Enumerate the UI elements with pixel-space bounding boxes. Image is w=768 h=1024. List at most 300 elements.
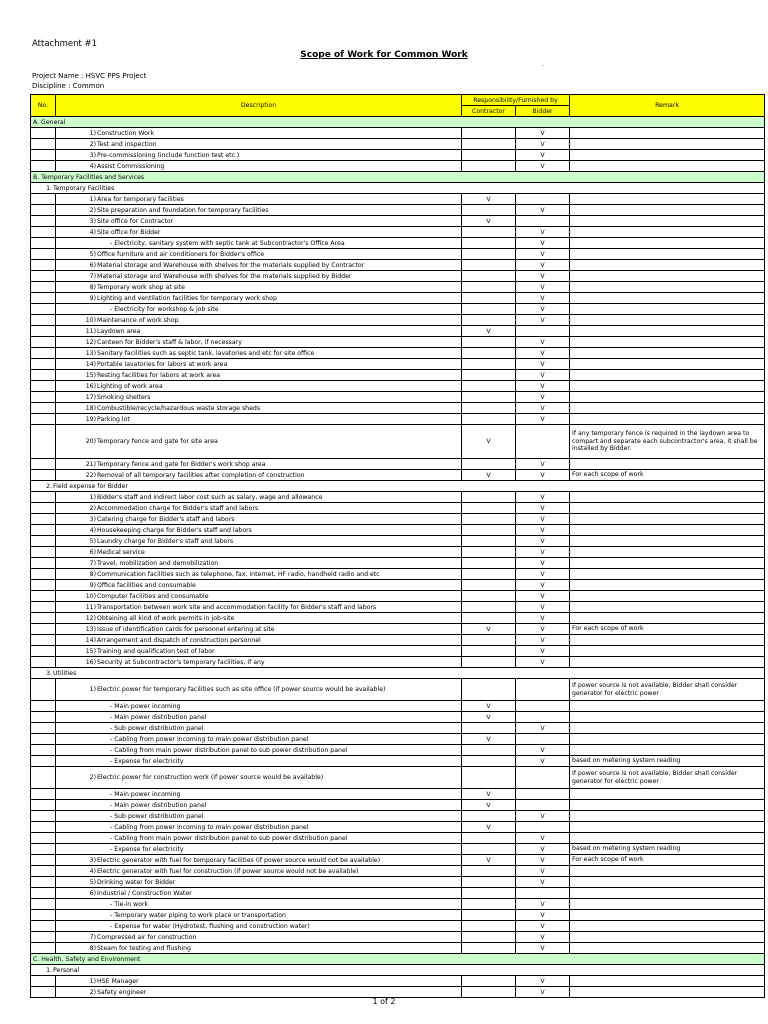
description-cell <box>56 227 462 238</box>
item-number: 12) <box>85 338 96 346</box>
table-row <box>31 701 765 712</box>
item-number: 11) <box>85 603 96 611</box>
bidder-check: V <box>516 558 570 569</box>
description-cell <box>56 381 462 392</box>
contractor-check <box>462 932 516 943</box>
bidder-check: V <box>516 987 570 998</box>
item-description: Test and inspection <box>97 140 157 148</box>
item-number: 16) <box>85 658 96 666</box>
description-cell <box>56 514 462 525</box>
contractor-check <box>462 315 516 326</box>
contractor-check <box>462 271 516 282</box>
contractor-check: V <box>462 822 516 833</box>
bidder-check: V <box>516 304 570 315</box>
item-number: 8) <box>89 944 96 952</box>
remark-cell <box>570 161 765 172</box>
description-cell <box>56 558 462 569</box>
table-row <box>31 536 765 547</box>
remark-cell <box>570 238 765 249</box>
item-number: 2) <box>89 140 96 148</box>
contractor-check <box>462 976 516 987</box>
contractor-check: V <box>462 789 516 800</box>
no-cell <box>31 359 56 370</box>
no-cell <box>31 150 56 161</box>
no-cell <box>31 547 56 558</box>
contractor-check <box>462 381 516 392</box>
contractor-check <box>462 987 516 998</box>
section-heading: C. Health, Safety and Environment <box>31 954 765 965</box>
contractor-check: V <box>462 855 516 866</box>
table-row <box>31 866 765 877</box>
table-row <box>31 117 765 128</box>
no-cell <box>31 899 56 910</box>
description-cell <box>56 789 462 800</box>
contractor-check: V <box>462 624 516 635</box>
remark-cell <box>570 525 765 536</box>
item-number: 1) <box>89 686 96 693</box>
contractor-check <box>462 888 516 899</box>
contractor-check <box>462 756 516 767</box>
bidder-check: V <box>516 370 570 381</box>
item-description: Bidder's staff and indirect labor cost such as salary, wage and allowance <box>97 493 323 501</box>
col-description: Description <box>56 95 462 117</box>
item-description: Removal of all temporary facilities after completion of construction <box>97 471 305 479</box>
table-row <box>31 800 765 811</box>
item-description: Site office for Contractor <box>97 217 174 225</box>
bidder-check: V <box>516 392 570 403</box>
description-cell <box>56 976 462 987</box>
table-row <box>31 844 765 855</box>
remark-cell <box>570 315 765 326</box>
contractor-check <box>462 943 516 954</box>
description-cell <box>56 844 462 855</box>
no-cell <box>31 811 56 822</box>
contractor-check <box>462 503 516 514</box>
contractor-check <box>462 370 516 381</box>
table-row <box>31 932 765 943</box>
no-cell <box>31 459 56 470</box>
remark-cell: based on metering system reading <box>570 756 765 767</box>
no-cell <box>31 470 56 481</box>
item-description: Combustible/recycle/hazardous waste storage sheds <box>97 404 261 412</box>
table-row <box>31 602 765 613</box>
item-description: Assist Commissioning <box>97 162 165 170</box>
subsection-heading <box>31 668 765 679</box>
no-cell <box>31 646 56 657</box>
bidder-check: V <box>516 580 570 591</box>
remark-cell <box>570 888 765 899</box>
remark-cell <box>570 646 765 657</box>
remark-cell <box>570 833 765 844</box>
item-description: Electric power for construction work (if power source would be available) <box>97 774 324 781</box>
no-cell <box>31 293 56 304</box>
item-number: 8) <box>89 570 96 578</box>
description-cell <box>56 161 462 172</box>
no-cell <box>31 392 56 403</box>
contractor-check <box>462 249 516 260</box>
remark-cell <box>570 789 765 800</box>
remark-cell <box>570 613 765 624</box>
bidder-check <box>516 789 570 800</box>
table-row <box>31 613 765 624</box>
sub-item-description: - Tie-in work <box>110 900 149 908</box>
description-cell <box>56 205 462 216</box>
table-row <box>31 470 765 481</box>
contractor-check: V <box>462 712 516 723</box>
sub-item-description: - Expense for electricity <box>110 845 184 853</box>
item-number: 13) <box>85 625 96 633</box>
item-description: Canteen for Bidder's staff & labor, if necessary <box>97 338 242 346</box>
item-number: 18) <box>85 404 96 412</box>
item-number: 20) <box>85 438 96 445</box>
item-number: 2) <box>89 988 96 996</box>
item-description: Transportation between work site and accommodation facility for Bidder's staff and labors <box>97 603 377 611</box>
no-cell <box>31 503 56 514</box>
remark-cell <box>570 866 765 877</box>
no-cell <box>31 161 56 172</box>
description-cell <box>56 811 462 822</box>
bidder-check: V <box>516 271 570 282</box>
item-description: Electric generator with fuel for temporary facilities (if power source would not be available) <box>97 856 381 864</box>
no-cell <box>31 822 56 833</box>
no-cell <box>31 315 56 326</box>
contractor-check <box>462 128 516 139</box>
table-row <box>31 646 765 657</box>
subsection-number: 3. <box>46 669 52 677</box>
sub-item-description: - Cabling from main power distribution panel to sub power distribution panel <box>110 834 348 842</box>
no-cell <box>31 613 56 624</box>
subsection-number: 1. <box>46 184 52 192</box>
remark-cell <box>570 348 765 359</box>
table-row <box>31 888 765 899</box>
remark-cell <box>570 591 765 602</box>
item-number: 15) <box>85 647 96 655</box>
item-description: Maintenance of work shop <box>97 316 179 324</box>
no-cell <box>31 492 56 503</box>
remark-cell <box>570 503 765 514</box>
item-description: Sanitary facilities such as septic tank, lavatories and etc for site office <box>97 349 315 357</box>
no-cell <box>31 833 56 844</box>
table-row <box>31 822 765 833</box>
table-row <box>31 910 765 921</box>
remark-cell <box>570 976 765 987</box>
bidder-check: V <box>516 910 570 921</box>
table-row <box>31 282 765 293</box>
no-cell <box>31 227 56 238</box>
table-row <box>31 679 765 701</box>
remark-cell <box>570 150 765 161</box>
item-description: Drinking water for Bidder <box>97 878 176 886</box>
subsection-number: 1. <box>46 966 52 974</box>
item-number: 9) <box>89 294 96 302</box>
item-description: Material storage and Warehouse with shelves for the materials supplied by Bidder <box>97 272 352 280</box>
description-cell <box>56 249 462 260</box>
bidder-check: V <box>516 315 570 326</box>
description-cell <box>56 888 462 899</box>
bidder-check: V <box>516 591 570 602</box>
contractor-check <box>462 767 516 789</box>
table-row <box>31 954 765 965</box>
description-cell <box>56 987 462 998</box>
subsection-label: Field expense for Bidder <box>53 482 128 490</box>
item-number: 2) <box>89 206 96 214</box>
bidder-check: V <box>516 976 570 987</box>
item-number: 2) <box>89 504 96 512</box>
table-body <box>31 117 765 998</box>
no-cell <box>31 800 56 811</box>
subsection-heading <box>31 965 765 976</box>
description-cell <box>56 701 462 712</box>
remark-cell <box>570 745 765 756</box>
description-cell <box>56 525 462 536</box>
no-cell <box>31 723 56 734</box>
table-row <box>31 503 765 514</box>
sub-item-description: - Temporary water piping to work place or transportation <box>110 911 286 919</box>
no-cell <box>31 701 56 712</box>
description-cell <box>56 712 462 723</box>
table-row <box>31 304 765 315</box>
project-name: Project Name : HSVC PPS Project <box>32 72 147 80</box>
description-cell <box>56 470 462 481</box>
item-description: Temporary fence and gate for site area <box>97 438 218 445</box>
bidder-check <box>516 216 570 227</box>
sub-item-description: - Electricity for workshop & job site <box>110 305 219 313</box>
col-bidder: Bidder <box>516 106 570 117</box>
bidder-check: V <box>516 855 570 866</box>
no-cell <box>31 271 56 282</box>
no-cell <box>31 128 56 139</box>
table-row <box>31 734 765 745</box>
no-cell <box>31 866 56 877</box>
bidder-check: V <box>516 756 570 767</box>
no-cell <box>31 657 56 668</box>
item-description: Site office for Bidder <box>97 228 161 236</box>
table-row <box>31 580 765 591</box>
table-row <box>31 238 765 249</box>
item-description: Catering charge for Bidder's staff and labors <box>97 515 235 523</box>
bidder-check: V <box>516 811 570 822</box>
col-contractor: Contractor <box>462 106 516 117</box>
item-number: 4) <box>89 867 96 875</box>
table-row <box>31 249 765 260</box>
item-description: Safety engineer <box>97 988 147 996</box>
description-cell <box>56 877 462 888</box>
remark-cell <box>570 547 765 558</box>
remark-cell <box>570 910 765 921</box>
description-cell <box>56 569 462 580</box>
contractor-check <box>462 492 516 503</box>
item-description: Travel, mobilization and demobilization <box>97 559 219 567</box>
description-cell <box>56 326 462 337</box>
item-number: 14) <box>85 636 96 644</box>
contractor-check: V <box>462 470 516 481</box>
contractor-check <box>462 150 516 161</box>
table-row <box>31 370 765 381</box>
description-cell <box>56 271 462 282</box>
no-cell <box>31 139 56 150</box>
contractor-check <box>462 348 516 359</box>
contractor-check <box>462 459 516 470</box>
contractor-check <box>462 260 516 271</box>
no-cell <box>31 888 56 899</box>
table-row <box>31 624 765 635</box>
remark-cell <box>570 260 765 271</box>
no-cell <box>31 932 56 943</box>
remark-cell: If any temporary fence is required in the laydown area to compart and separate each subcontractor's area, it shall be installed by Bidder. <box>570 425 765 459</box>
col-remark: Remark <box>570 95 765 117</box>
no-cell <box>31 525 56 536</box>
remark-cell <box>570 304 765 315</box>
bidder-check: V <box>516 293 570 304</box>
table-row <box>31 459 765 470</box>
table-row <box>31 139 765 150</box>
item-description: Office furniture and air conditioners for Bidder's office <box>97 250 265 258</box>
remark-cell <box>570 932 765 943</box>
description-cell <box>56 910 462 921</box>
contractor-check <box>462 392 516 403</box>
remark-cell <box>570 899 765 910</box>
contractor-check <box>462 723 516 734</box>
description-cell <box>56 921 462 932</box>
table-row <box>31 414 765 425</box>
description-cell <box>56 833 462 844</box>
table-row <box>31 150 765 161</box>
no-cell <box>31 591 56 602</box>
contractor-check: V <box>462 326 516 337</box>
description-cell <box>56 723 462 734</box>
item-number: 4) <box>89 228 96 236</box>
description-cell <box>56 150 462 161</box>
table-row <box>31 811 765 822</box>
table-row <box>31 315 765 326</box>
bidder-check: V <box>516 569 570 580</box>
description-cell <box>56 855 462 866</box>
contractor-check <box>462 910 516 921</box>
sub-item-description: - Main power distribution panel <box>110 713 207 721</box>
item-number: 22) <box>85 471 96 479</box>
table-row <box>31 337 765 348</box>
description-cell <box>56 370 462 381</box>
table-row <box>31 525 765 536</box>
no-cell <box>31 370 56 381</box>
item-description: Communication facilities such as telephone, fax, internet, HF radio, handheld radio and etc <box>97 570 380 578</box>
remark-cell <box>570 194 765 205</box>
item-description: Site preparation and foundation for temporary facilities <box>97 206 269 214</box>
item-description: Laundry charge for Bidder's staff and labors <box>97 537 234 545</box>
description-cell <box>56 348 462 359</box>
bidder-check: V <box>516 503 570 514</box>
page-title: Scope of Work for Common Work <box>300 50 468 60</box>
description-cell <box>56 139 462 150</box>
contractor-check <box>462 866 516 877</box>
bidder-check: V <box>516 536 570 547</box>
table-row <box>31 514 765 525</box>
contractor-check: V <box>462 701 516 712</box>
remark-cell: If power source is not available, Bidder shall consider generator for electric power <box>570 679 765 701</box>
remark-cell <box>570 580 765 591</box>
contractor-check <box>462 635 516 646</box>
description-cell <box>56 304 462 315</box>
description-cell <box>56 866 462 877</box>
remark-cell <box>570 712 765 723</box>
item-description: Electric generator with fuel for construction (if power source would not be available) <box>97 867 359 875</box>
remark-cell <box>570 216 765 227</box>
description-cell <box>56 536 462 547</box>
remark-cell <box>570 492 765 503</box>
remark-cell: For each scope of work <box>570 470 765 481</box>
item-number: 1) <box>89 129 96 137</box>
contractor-check <box>462 580 516 591</box>
contractor-check <box>462 558 516 569</box>
description-cell <box>56 943 462 954</box>
no-cell <box>31 216 56 227</box>
item-number: 13) <box>85 349 96 357</box>
contractor-check <box>462 514 516 525</box>
bidder-check: V <box>516 613 570 624</box>
contractor-check <box>462 921 516 932</box>
bidder-check: V <box>516 359 570 370</box>
subsection-heading <box>31 481 765 492</box>
table-row <box>31 205 765 216</box>
bidder-check: V <box>516 723 570 734</box>
contractor-check <box>462 359 516 370</box>
table-row <box>31 965 765 976</box>
item-number: 5) <box>89 250 96 258</box>
no-cell <box>31 326 56 337</box>
table-row <box>31 657 765 668</box>
description-cell <box>56 392 462 403</box>
description-cell <box>56 492 462 503</box>
contractor-check <box>462 547 516 558</box>
table-row <box>31 271 765 282</box>
item-number: 7) <box>89 559 96 567</box>
bidder-check: V <box>516 932 570 943</box>
description-cell <box>56 800 462 811</box>
table-row <box>31 183 765 194</box>
no-cell <box>31 260 56 271</box>
table-row <box>31 712 765 723</box>
description-cell <box>56 403 462 414</box>
description-cell <box>56 756 462 767</box>
no-cell <box>31 910 56 921</box>
remark-cell: based on metering system reading <box>570 844 765 855</box>
item-number: 4) <box>89 526 96 534</box>
contractor-check <box>462 811 516 822</box>
table-row <box>31 403 765 414</box>
description-cell <box>56 260 462 271</box>
page-number: 1 of 2 <box>372 997 396 1006</box>
item-number: 10) <box>85 592 96 600</box>
table-row <box>31 558 765 569</box>
no-cell <box>31 877 56 888</box>
subsection-label: Utilities <box>53 669 77 677</box>
description-cell <box>56 425 462 459</box>
table-row <box>31 547 765 558</box>
description-cell <box>56 745 462 756</box>
no-cell <box>31 514 56 525</box>
item-number: 3) <box>89 151 96 159</box>
item-description: Industrial / Construction Water <box>97 889 192 897</box>
bidder-check: V <box>516 745 570 756</box>
table-row <box>31 921 765 932</box>
item-description: Medical service <box>97 548 145 556</box>
bidder-check: V <box>516 635 570 646</box>
contractor-check <box>462 227 516 238</box>
bidder-check: V <box>516 921 570 932</box>
table-row <box>31 260 765 271</box>
item-number: 15) <box>85 371 96 379</box>
item-description: Laydown area <box>97 327 141 335</box>
